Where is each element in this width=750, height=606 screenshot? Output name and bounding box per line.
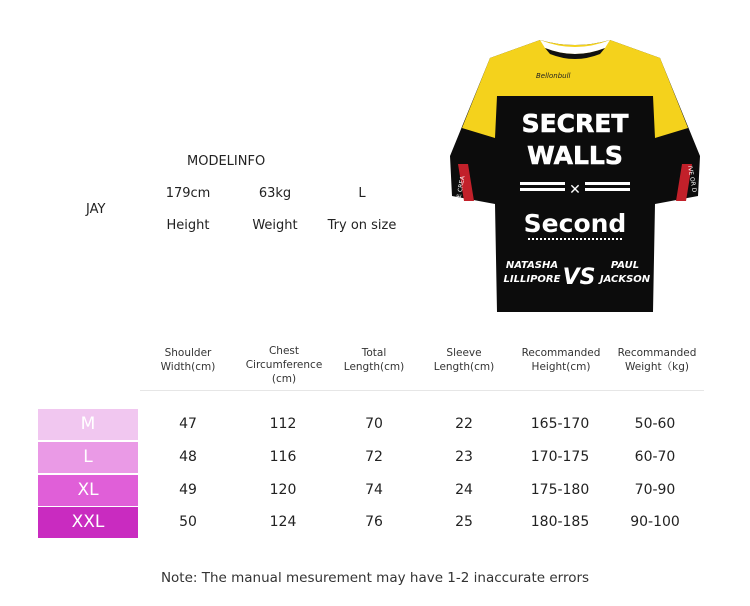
size-label-m: M [38,409,138,440]
table-cell: 175-180 [530,482,590,498]
table-cell: 47 [179,416,197,432]
table-cell: 24 [455,482,473,498]
print-title-line2: WALLS [527,141,623,170]
size-label-xxl: XXL [38,507,138,538]
table-cell: 72 [365,449,383,465]
model-size-value: L [358,186,366,201]
print-title-line1: SECRET [521,109,629,138]
table-cell: 25 [455,514,473,530]
table-cell: 74 [365,482,383,498]
table-cell: 76 [365,514,383,530]
table-cell: 22 [455,416,473,432]
model-weight-value: 63kg [258,186,292,201]
size-label-l: L [38,442,138,473]
table-cell: 90-100 [630,514,680,530]
svg-text:PAUL: PAUL [610,260,640,271]
table-cell: 124 [269,514,297,530]
svg-text:BE CREA: BE CREA [455,175,467,203]
table-cell: 120 [269,482,297,498]
svg-text:VS: VS [562,265,596,290]
table-cell: 60-70 [634,449,676,465]
table-cell: 50-60 [634,416,676,432]
model-height-value: 179cm [165,186,211,201]
tshirt-product-image [450,36,700,316]
model-weight-label: Weight [252,218,298,233]
table-cell: 49 [179,482,197,498]
svg-text:JACKSON: JACKSON [599,274,651,285]
table-cell: 170-175 [530,449,590,465]
svg-text:✕: ✕ [569,182,581,198]
table-cell: 70-90 [634,482,676,498]
table-cell: 116 [269,449,297,465]
model-info-title: MODELINFO [187,154,266,169]
header-shoulder-width: Shoulder Width(cm) [160,347,216,373]
model-height-label: Height [166,218,210,233]
svg-text:NATASHA: NATASHA [505,260,559,271]
header-total-length: Total Length(cm) [343,347,405,373]
measurement-note: Note: The manual mesurement may have 1-2 inaccurate errors [160,570,590,586]
header-recommended-weight: Recommanded Weight（kg) [617,347,697,373]
model-name: JAY [86,202,106,217]
header-chest-circumference: Chest Circumference (cm) [245,345,323,385]
header-recommended-height: Recommanded Height(cm) [521,347,601,373]
table-cell: 48 [179,449,197,465]
table-cell: 23 [455,449,473,465]
header-sleeve-length: Sleeve Length(cm) [433,347,495,373]
model-size-label: Try on size [327,218,397,233]
table-cell: 165-170 [530,416,590,432]
table-cell: 180-185 [530,514,590,530]
svg-text:LILLIPORE: LILLIPORE [503,274,561,285]
print-subtitle: Second [523,209,627,238]
table-cell: 50 [179,514,197,530]
svg-text:IVE OR D: IVE OR D [686,165,698,193]
size-label-xl: XL [38,475,138,506]
table-cell: 112 [269,416,297,432]
brand-mark: Bellonbull [536,72,571,80]
header-divider [140,390,704,391]
table-cell: 70 [365,416,383,432]
